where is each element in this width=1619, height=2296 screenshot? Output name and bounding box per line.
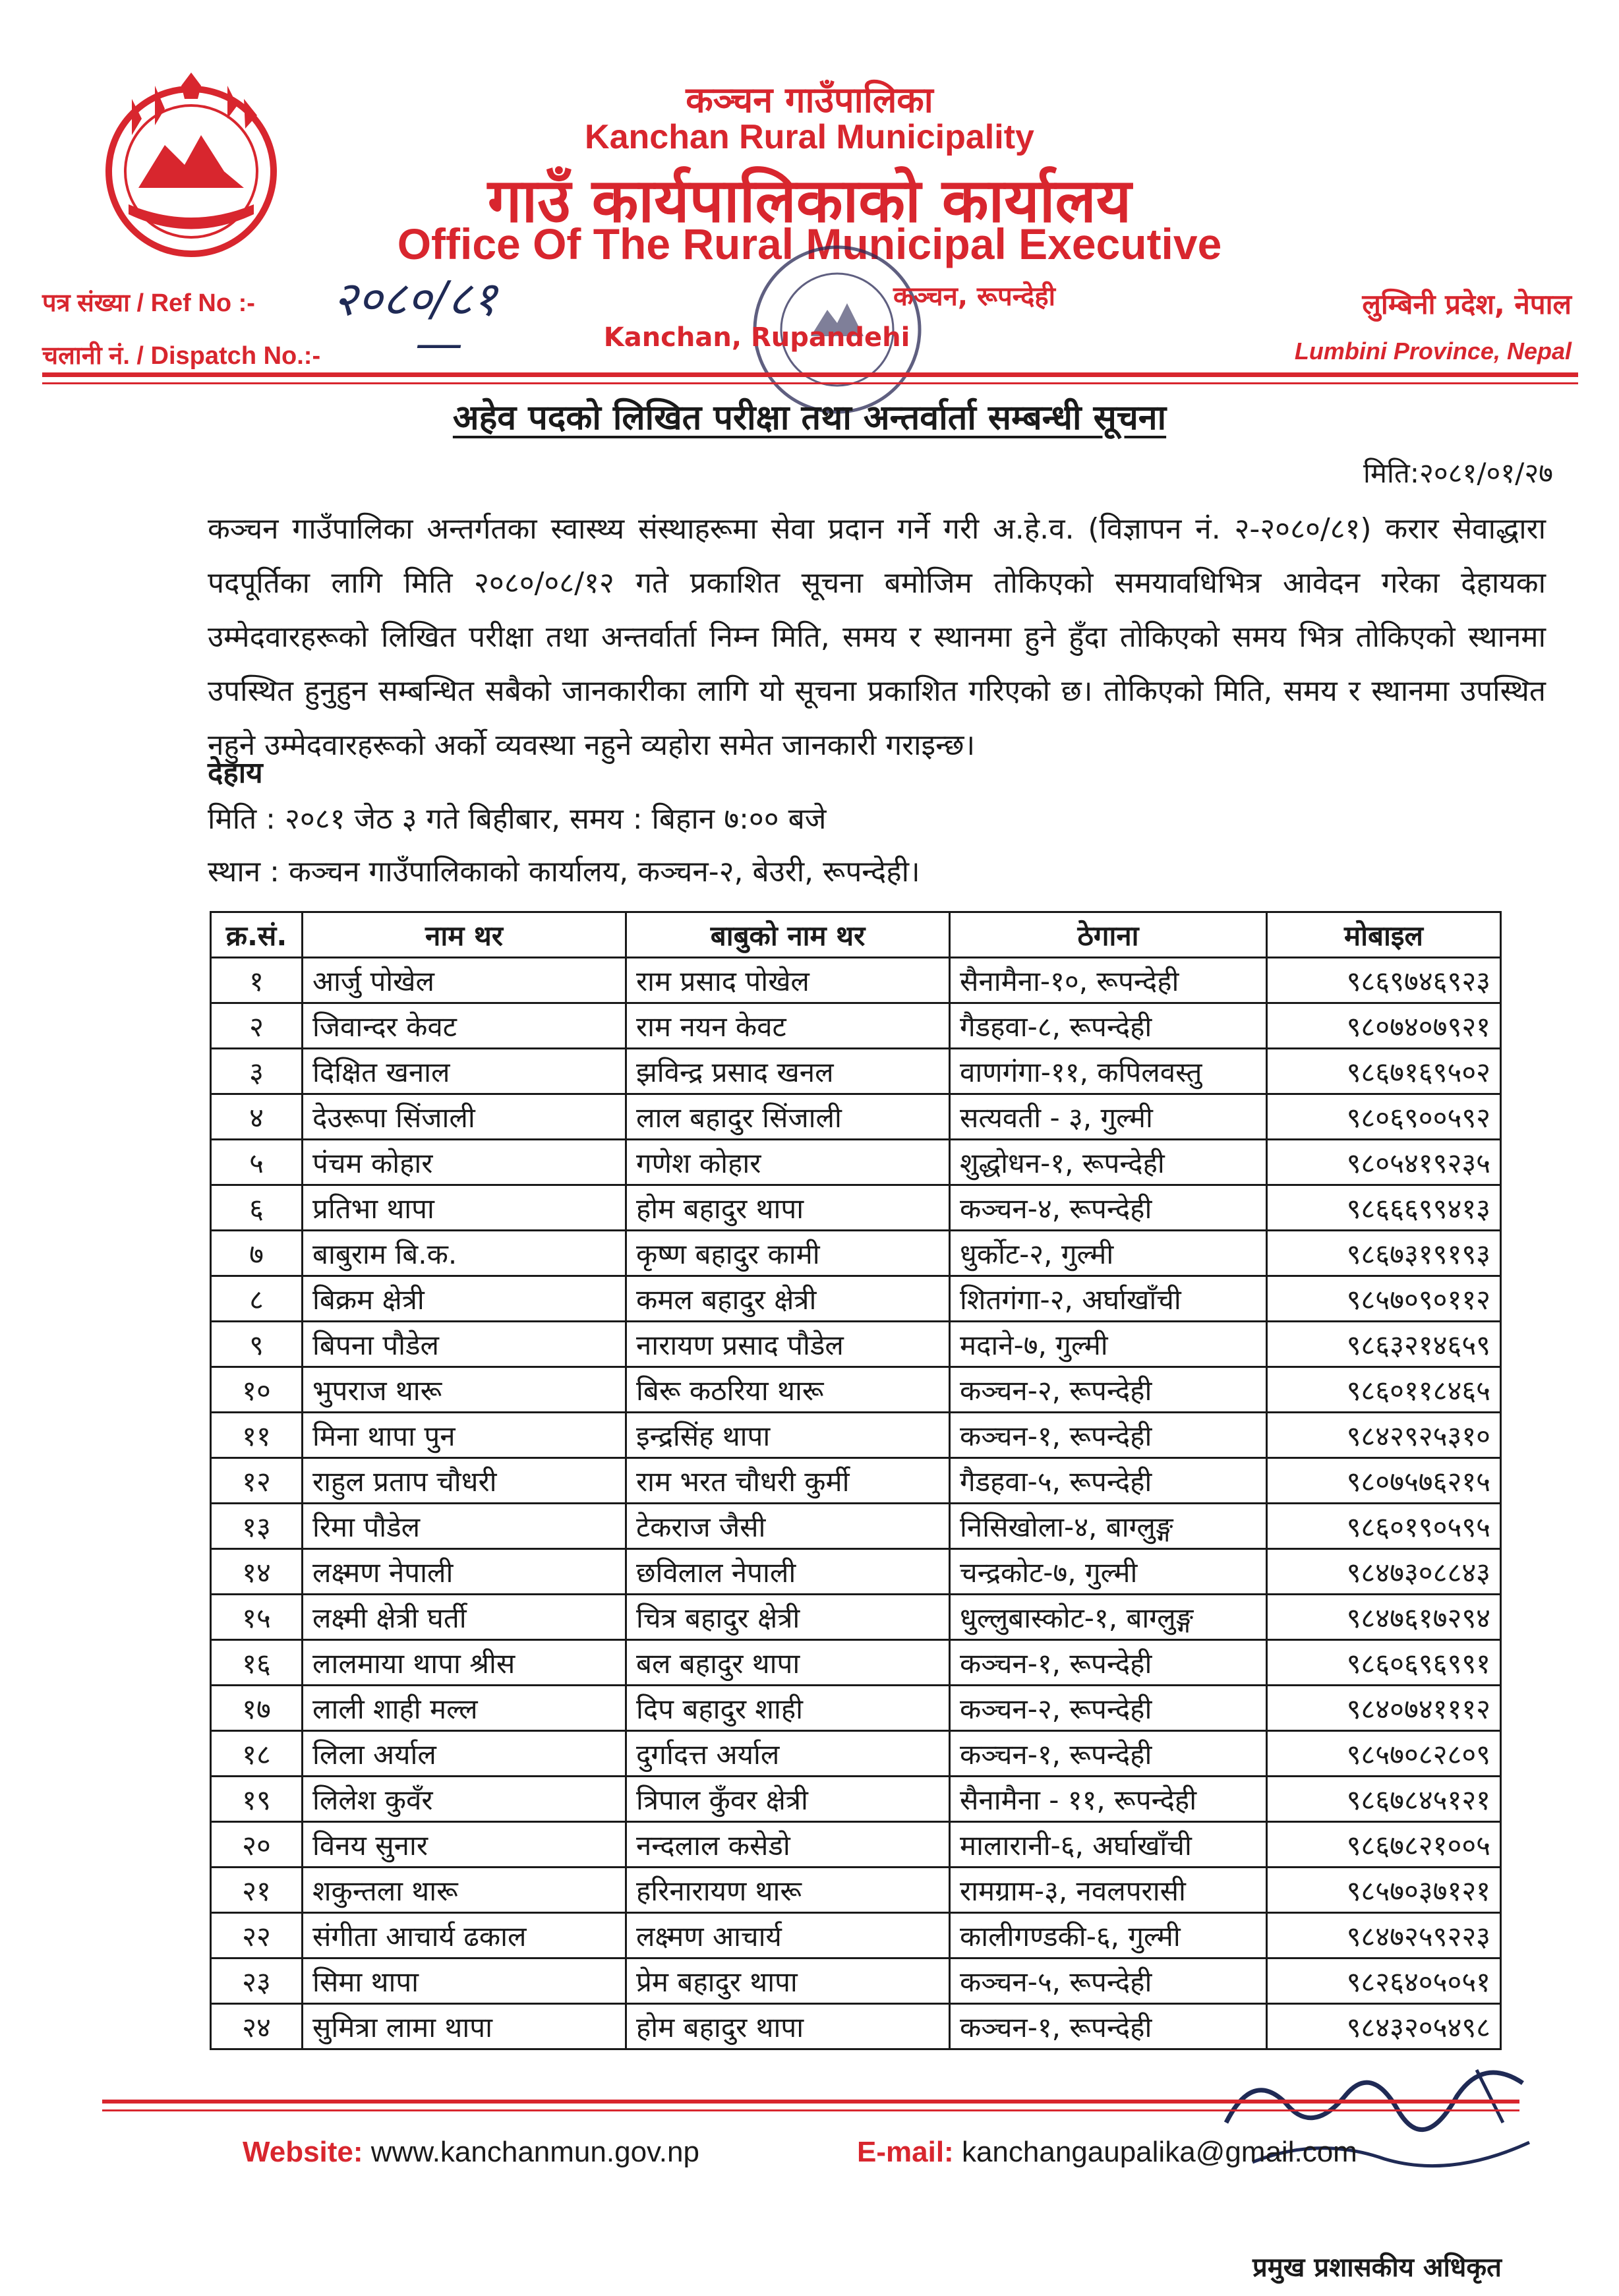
row-sn: १२ [211,1458,303,1504]
table-row [211,1958,1501,2004]
row-father-name: राम प्रसाद पोखेल [626,958,950,1003]
row-sn: ५ [211,1140,303,1185]
row-name: शकुन्तला थारू [303,1868,626,1913]
province-nepali: लुम्बिनी प्रदेश, नेपाल [1362,288,1572,320]
row-sn: ८ [211,1276,303,1322]
row-address: धुल्लुबास्कोट-१, बाग्लुङ्ग [950,1595,1267,1640]
row-father-name: छविलाल नेपाली [626,1549,950,1595]
table-row [211,1049,1501,1094]
row-father-name: लक्ष्मण आचार्य [626,1913,950,1958]
table-row [211,1549,1501,1595]
row-father-name: गणेश कोहार [626,1140,950,1185]
row-sn: ४ [211,1094,303,1140]
row-mobile: ९८४७६१७२९४ [1267,1595,1501,1640]
header-rule-thin [42,382,1578,384]
row-sn: ७ [211,1231,303,1276]
row-address: कञ्चन-१, रूपन्देही [950,1413,1267,1458]
dispatch-no-value: — [415,315,463,370]
row-mobile: ९८२६४०५०५१ [1267,1958,1501,2004]
table-row [211,1777,1501,1822]
row-mobile: ९८६७१६९५०२ [1267,1049,1501,1094]
table-row [211,1003,1501,1049]
candidate-table [210,911,1502,2050]
row-mobile: ९८५७०९०११२ [1267,1276,1501,1322]
row-address: सत्यवती - ३, गुल्मी [950,1094,1267,1140]
row-sn: २१ [211,1868,303,1913]
table-row [211,1140,1501,1185]
row-address: कञ्चन-२, रूपन्देही [950,1686,1267,1731]
row-father-name: होम बहादुर थापा [626,2004,950,2049]
row-father-name: नन्दलाल कसेडो [626,1822,950,1868]
row-mobile: ९८५७०८२८०९ [1267,1731,1501,1777]
row-address: गैडहवा-८, रूपन्देही [950,1003,1267,1049]
row-address: मदाने-७, गुल्मी [950,1322,1267,1367]
row-sn: १३ [211,1504,303,1549]
row-name: बिपना पौडेल [303,1322,626,1367]
row-sn: ३ [211,1049,303,1094]
table-header-row [211,912,1501,958]
row-name: बिक्रम क्षेत्री [303,1276,626,1322]
row-father-name: बल बहादुर थापा [626,1640,950,1686]
notice-title: अहेव पदको लिखित परीक्षा तथा अन्तर्वार्ता सम्बन्धी सूचना [452,398,1167,438]
row-mobile: ९८६३२१४६५९ [1267,1322,1501,1367]
row-address: रामग्राम-३, नवलपरासी [950,1868,1267,1913]
email-label: E-mail: [857,2136,954,2168]
website-link[interactable]: www.kanchanmun.gov.np [370,2136,699,2168]
table-row [211,1640,1501,1686]
row-address: कञ्चन-४, रूपन्देही [950,1185,1267,1231]
col-sn: क्र.सं. [211,912,303,958]
row-name: पंचम कोहार [303,1140,626,1185]
notice-date: मिति:२०८१/०१/२७ [1363,457,1553,489]
row-name: लिलेश कुवँर [303,1777,626,1822]
row-mobile: ९८४७२५९२२३ [1267,1913,1501,1958]
row-father-name: दुर्गादत्त अर्याल [626,1731,950,1777]
footer-rule-thin [102,2109,1519,2111]
row-name: लक्ष्मी क्षेत्री घर्ती [303,1595,626,1640]
row-name: संगीता आचार्य ढकाल [303,1913,626,1958]
table-row [211,1731,1501,1777]
row-name: बाबुराम बि.क. [303,1231,626,1276]
row-name: दिक्षित खनाल [303,1049,626,1094]
row-sn: २ [211,1003,303,1049]
office-name-english: Office Of The Rural Municipal Executive [397,220,1222,268]
website-label: Website: [243,2136,363,2168]
row-father-name: कृष्ण बहादुर कामी [626,1231,950,1276]
row-name: मिना थापा पुन [303,1413,626,1458]
row-address: मालारानी-६, अर्घाखाँची [950,1822,1267,1868]
row-father-name: टेकराज जैसी [626,1504,950,1549]
col-father-name: बाबुको नाम थर [626,912,950,958]
table-row [211,1913,1501,1958]
province-english: Lumbini Province, Nepal [1294,338,1572,365]
exam-date-time: मिति : २०८१ जेठ ३ गते बिहीबार, समय : बिहान ७:०० बजे [208,802,827,836]
row-name: सिमा थापा [303,1958,626,2004]
row-mobile: ९८६०१९०५९५ [1267,1504,1501,1549]
row-address: कञ्चन-२, रूपन्देही [950,1367,1267,1413]
row-father-name: त्रिपाल कुँवर क्षेत्री [626,1777,950,1822]
row-father-name: इन्द्रसिंह थापा [626,1413,950,1458]
row-address: कञ्चन-५, रूपन्देही [950,1958,1267,2004]
row-sn: १७ [211,1686,303,1731]
row-name: भुपराज थारू [303,1367,626,1413]
row-sn: २४ [211,2004,303,2049]
exam-venue: स्थान : कञ्चन गाउँपालिकाको कार्यालय, कञ्चन-२, बेउरी, रूपन्देही। [208,855,920,889]
table-row [211,1367,1501,1413]
row-address: गैडहवा-५, रूपन्देही [950,1458,1267,1504]
table-row [211,1686,1501,1731]
row-sn: ६ [211,1185,303,1231]
row-mobile: ९८६७८४५१२१ [1267,1777,1501,1822]
row-sn: २० [211,1822,303,1868]
table-row [211,1322,1501,1367]
notice-body: कञ्चन गाउँपालिका अन्तर्गतका स्वास्थ्य संस्थाहरूमा सेवा प्रदान गर्ने गरी अ.हे.व. (विज्ञापन नं. २-२०८०/८१) करार सेवाद्धारा पदपूर्तिका लागि मिति २०८०/०८/१२ गते प्रकाशित सूचना बमोजिम तोकिएको समयावधिभित्र आवेदन गरेका देहायका उम्मेदवारहरूको लिखित परीक्षा तथा अन्तर्वार्ता निम्न मिति, समय र स्थानमा हुने हुँदा तोकिएको समय भित्र तोकिएको स्थानमा उपस्थित हुनुहुन सम्बन्धित सबैको जानकारीका लागि यो सूचना प्रकाशित गरिएको छ। तोकिएको मिति, समय र स्थानमा उपस्थित नहुने उम्मेदवारहरूको अर्को व्यवस्था नहुने व्यहोरा समेत जानकारी गराइन्छ। [208,512,1546,762]
table-row [211,2004,1501,2049]
row-name: राहुल प्रताप चौधरी [303,1458,626,1504]
table-row [211,1504,1501,1549]
row-name: लाली शाही मल्ल [303,1686,626,1731]
footer-rule-thick [102,2100,1519,2104]
row-mobile: ९८६७३१९१९३ [1267,1231,1501,1276]
row-name: रिमा पौडेल [303,1504,626,1549]
email-link[interactable]: kanchangaupalika@gmail.com [961,2136,1357,2168]
row-name: देउरूपा सिंजाली [303,1094,626,1140]
row-father-name: दिप बहादुर शाही [626,1686,950,1731]
row-mobile: ९८६७८२१००५ [1267,1822,1501,1868]
row-father-name: होम बहादुर थापा [626,1185,950,1231]
row-mobile: ९८६०११८४६५ [1267,1367,1501,1413]
footer-website [243,2136,699,2169]
row-address: निसिखोला-४, बाग्लुङ्ग [950,1504,1267,1549]
row-mobile: ९८६६६९९४१३ [1267,1185,1501,1231]
row-mobile: ९८४३२०५४९८ [1267,2004,1501,2049]
col-address: ठेगाना [950,912,1267,958]
row-address: कञ्चन-१, रूपन्देही [950,1731,1267,1777]
header-rule-thick [42,372,1578,377]
signatory-title: प्रमुख प्रशासकीय अधिकृत [1252,2252,1502,2283]
row-sn: २३ [211,1958,303,2004]
row-address: चन्द्रकोट-७, गुल्मी [950,1549,1267,1595]
row-address: सैनामैना - ११, रूपन्देही [950,1777,1267,1822]
row-address: धुर्कोट-२, गुल्मी [950,1231,1267,1276]
row-sn: १९ [211,1777,303,1822]
table-row [211,1413,1501,1458]
row-name: प्रतिभा थापा [303,1185,626,1231]
row-address: शुद्धोधन-१, रूपन्देही [950,1140,1267,1185]
row-father-name: नारायण प्रसाद पौडेल [626,1322,950,1367]
col-mobile: मोबाइल [1267,912,1501,958]
row-name: विनय सुनार [303,1822,626,1868]
row-name: आर्जु पोखेल [303,958,626,1003]
row-mobile: ९८६९७४६९२३ [1267,958,1501,1003]
table-row [211,1868,1501,1913]
row-sn: १ [211,958,303,1003]
row-father-name: चित्र बहादुर क्षेत्री [626,1595,950,1640]
table-row [211,1458,1501,1504]
handwritten-signature [1213,2044,1556,2208]
row-father-name: झविन्द्र प्रसाद खनल [626,1049,950,1094]
table-row [211,1185,1501,1231]
row-address: सैनामैना-१०, रूपन्देही [950,958,1267,1003]
row-father-name: राम नयन केवट [626,1003,950,1049]
footer-email [857,2136,1357,2169]
row-father-name: हरिनारायण थारू [626,1868,950,1913]
row-sn: १८ [211,1731,303,1777]
office-location-english: Kanchan, Rupandehi [603,322,910,353]
dispatch-no-label: चलानी नं. / Dispatch No.:- [42,342,321,370]
row-address: कञ्चन-१, रूपन्देही [950,2004,1267,2049]
table-row [211,958,1501,1003]
row-mobile: ९८०६९००५९२ [1267,1094,1501,1140]
table-row [211,1822,1501,1868]
row-mobile: ९८४०७४१११२ [1267,1686,1501,1731]
ref-no-label: पत्र संख्या / Ref No :- [42,289,255,317]
row-sn: १५ [211,1595,303,1640]
ref-no-value: २०८०/८१ [333,271,497,326]
row-name: लक्ष्मण नेपाली [303,1549,626,1595]
row-sn: १४ [211,1549,303,1595]
row-father-name: लाल बहादुर सिंजाली [626,1094,950,1140]
row-address: कालीगण्डकी-६, गुल्मी [950,1913,1267,1958]
row-father-name: बिरू कठरिया थारू [626,1367,950,1413]
dehay-label: देहाय [208,756,263,790]
row-mobile: ९८०५४१९२३५ [1267,1140,1501,1185]
office-name-nepali: गाउँ कार्यपालिकाको कार्यालय [487,165,1132,236]
row-mobile: ९८०७४०७९२१ [1267,1003,1501,1049]
row-sn: ११ [211,1413,303,1458]
municipality-name-nepali: कञ्चन गाउँपालिका [686,79,933,121]
municipality-name-english: Kanchan Rural Municipality [585,118,1034,156]
row-address: शितगंगा-२, अर्घाखाँची [950,1276,1267,1322]
row-mobile: ९८४७३०८८४३ [1267,1549,1501,1595]
row-sn: १० [211,1367,303,1413]
col-name: नाम थर [303,912,626,958]
table-row [211,1094,1501,1140]
row-name: लिला अर्याल [303,1731,626,1777]
row-mobile: ९८६०६९६९९१ [1267,1640,1501,1686]
row-name: जिवान्दर केवट [303,1003,626,1049]
row-address: कञ्चन-१, रूपन्देही [950,1640,1267,1686]
row-sn: २२ [211,1913,303,1958]
row-father-name: कमल बहादुर क्षेत्री [626,1276,950,1322]
row-address: वाणगंगा-११, कपिलवस्तु [950,1049,1267,1094]
row-mobile: ९८०७५७६२१५ [1267,1458,1501,1504]
row-mobile: ९८५७०३७१२१ [1267,1868,1501,1913]
row-name: लालमाया थापा श्रीस [303,1640,626,1686]
table-row [211,1231,1501,1276]
row-father-name: प्रेम बहादुर थापा [626,1958,950,2004]
row-sn: १६ [211,1640,303,1686]
table-row [211,1276,1501,1322]
office-location-nepali: कञ्चन, रूपन्देही [893,281,1055,312]
row-mobile: ९८४२९२५३१० [1267,1413,1501,1458]
row-name: सुमित्रा लामा थापा [303,2004,626,2049]
table-row [211,1595,1501,1640]
row-sn: ९ [211,1322,303,1367]
row-father-name: राम भरत चौधरी कुर्मी [626,1458,950,1504]
